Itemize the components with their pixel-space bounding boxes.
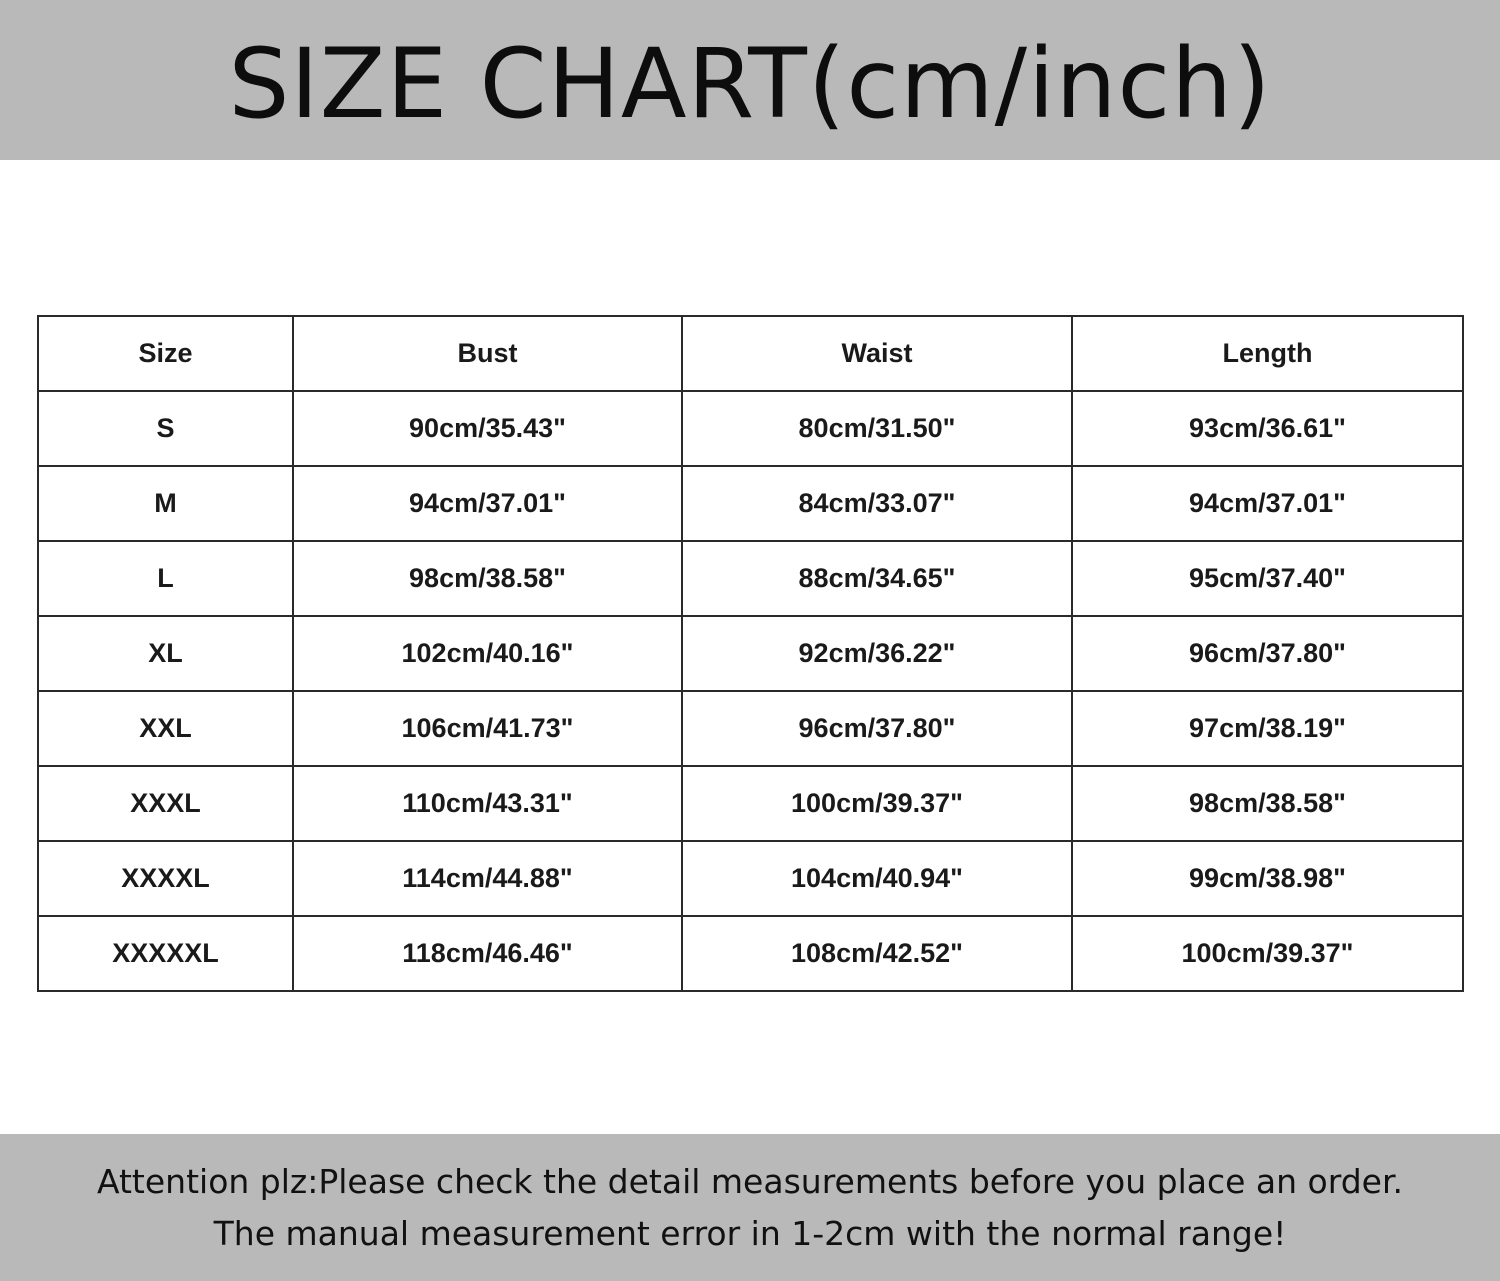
table-header-row [38,316,1463,391]
attention-line-1: Attention plz:Please check the detail measurements before you place an order. [97,1161,1403,1201]
page-title: SIZE CHART(cm/inch) [228,28,1272,140]
table-row [38,616,1463,691]
length-cell: 93cm/36.61" [1072,391,1463,466]
bust-cell: 110cm/43.31" [293,766,682,841]
bust-cell: 94cm/37.01" [293,466,682,541]
header-bust: Bust [293,316,682,391]
size-chart-table [37,315,1464,992]
length-cell: 98cm/38.58" [1072,766,1463,841]
waist-cell: 96cm/37.80" [682,691,1072,766]
waist-cell: 80cm/31.50" [682,391,1072,466]
size-cell: S [38,391,293,466]
table-row [38,466,1463,541]
size-cell: XXL [38,691,293,766]
table-row [38,541,1463,616]
table-row [38,916,1463,991]
waist-cell: 92cm/36.22" [682,616,1072,691]
table-row [38,841,1463,916]
size-cell: L [38,541,293,616]
length-cell: 94cm/37.01" [1072,466,1463,541]
size-cell: XXXL [38,766,293,841]
size-cell: XXXXL [38,841,293,916]
bust-cell: 98cm/38.58" [293,541,682,616]
table-row [38,691,1463,766]
attention-line-2: The manual measurement error in 1-2cm with the normal range! [213,1213,1287,1253]
title-banner [0,0,1500,160]
length-cell: 99cm/38.98" [1072,841,1463,916]
attention-banner [0,1134,1500,1281]
bust-cell: 118cm/46.46" [293,916,682,991]
length-cell: 96cm/37.80" [1072,616,1463,691]
waist-cell: 108cm/42.52" [682,916,1072,991]
length-cell: 95cm/37.40" [1072,541,1463,616]
size-cell: M [38,466,293,541]
header-size: Size [38,316,293,391]
table-row [38,766,1463,841]
header-waist: Waist [682,316,1072,391]
bust-cell: 102cm/40.16" [293,616,682,691]
table-row [38,391,1463,466]
bust-cell: 90cm/35.43" [293,391,682,466]
waist-cell: 100cm/39.37" [682,766,1072,841]
length-cell: 97cm/38.19" [1072,691,1463,766]
waist-cell: 88cm/34.65" [682,541,1072,616]
header-length: Length [1072,316,1463,391]
bust-cell: 114cm/44.88" [293,841,682,916]
waist-cell: 104cm/40.94" [682,841,1072,916]
size-cell: XL [38,616,293,691]
size-cell: XXXXXL [38,916,293,991]
waist-cell: 84cm/33.07" [682,466,1072,541]
length-cell: 100cm/39.37" [1072,916,1463,991]
bust-cell: 106cm/41.73" [293,691,682,766]
